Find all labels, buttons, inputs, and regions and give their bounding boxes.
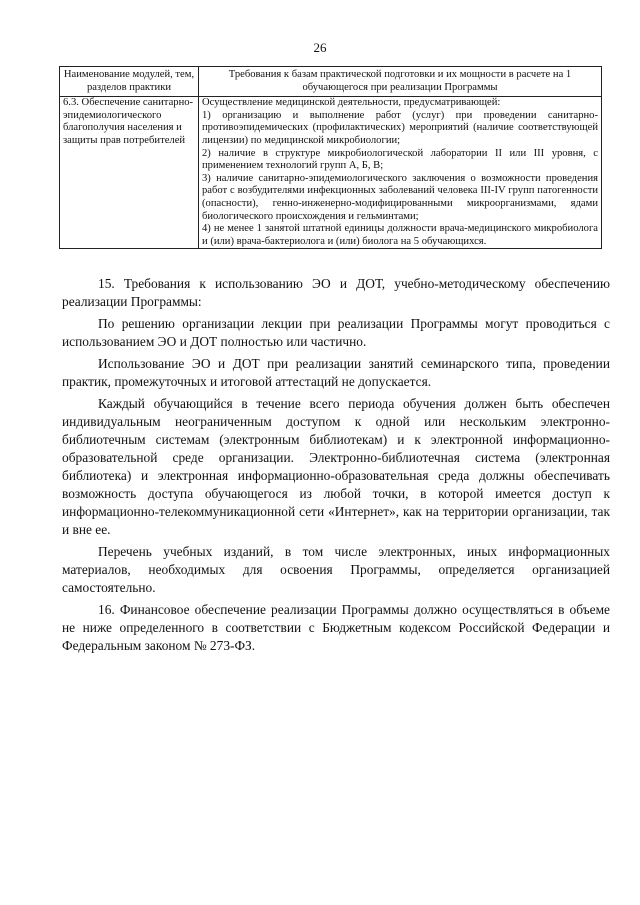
section-15-heading: 15. Требования к использованию ЭО и ДОТ, учебно-методическому обеспечению реализации Программы: — [62, 276, 610, 309]
header-modules: Наименование модулей, тем, разделов практики — [60, 67, 199, 97]
requirement-item-3: 3) наличие санитарно-эпидемиологического заключения о возможности проведения работ с возбудителями инфекционных заболеваний человека III-IV групп патогенности (опасности), генно-инженерно-модифицированными микроорганизмами, ядами биологического происхождения и гельминтами; — [202, 172, 598, 222]
requirement-item-2: 2) наличие в структуре микробиологической лаборатории II или III уровня, с применением технологий групп А, Б, В; — [202, 147, 598, 172]
requirement-item-4: 4) не менее 1 занятой штатной единицы должности врача-медицинского микробиолога и (или) врача-бактериолога и (или) биолога на 5 обучающихся. — [202, 223, 598, 247]
page-number: 26 — [313, 40, 327, 55]
table-row — [60, 97, 602, 249]
requirements-cell — [199, 97, 602, 249]
paragraph-seminars: Использование ЭО и ДОТ при реализации занятий семинарского типа, проведении практик, промежуточных и итоговой аттестаций не допускается. — [62, 356, 610, 389]
table-header-row — [60, 67, 602, 97]
body-text — [62, 275, 610, 659]
paragraph-publications: Перечень учебных изданий, в том числе электронных, иных информационных материалов, необходимых для освоения Программы, определяется организацией самостоятельно. — [62, 544, 610, 595]
practice-requirements-table — [59, 66, 602, 249]
requirement-item-1: 1) организацию и выполнение работ (услуг) при проведении санитарно-противоэпидемических (профилактических) мероприятий (наличие соответствующей лицензии) по медицинской микробиологии; — [202, 109, 598, 146]
header-requirements: Требования к базам практической подготовки и их мощности в расчете на 1 обучающегося при реализации Программы — [199, 67, 602, 97]
module-name-cell: 6.3. Обеспечение санитарно-эпидемиологического благополучия населения и защиты прав потребителей — [60, 97, 199, 249]
section-16-financing: 16. Финансовое обеспечение реализации Программы должно осуществляться в объеме не ниже определенного в соответствии с Бюджетным кодексом Российской Федерации и Федеральным законом № 273-ФЗ. — [62, 602, 610, 653]
requirement-intro: Осуществление медицинской деятельности, предусматривающей: — [202, 97, 501, 109]
paragraph-lectures: По решению организации лекции при реализации Программы могут проводиться с использованием ЭО и ДОТ полностью или частично. — [62, 316, 610, 349]
paragraph-library-access: Каждый обучающийся в течение всего периода обучения должен быть обеспечен индивидуальным неограниченным доступом к одной или нескольким электронно-библиотечным системам (электронным библиотекам) и к электронной информационно-образовательной среде организации. Электронно-библиотечная система (электронная библиотека) и электронная информационно-образовательная среда должны обеспечивать возможность доступа обучающегося из любой точки, в которой имеется доступ к информационно-телекоммуникационной сети «Интернет», как на территории организации, так и вне ее. — [62, 396, 610, 537]
